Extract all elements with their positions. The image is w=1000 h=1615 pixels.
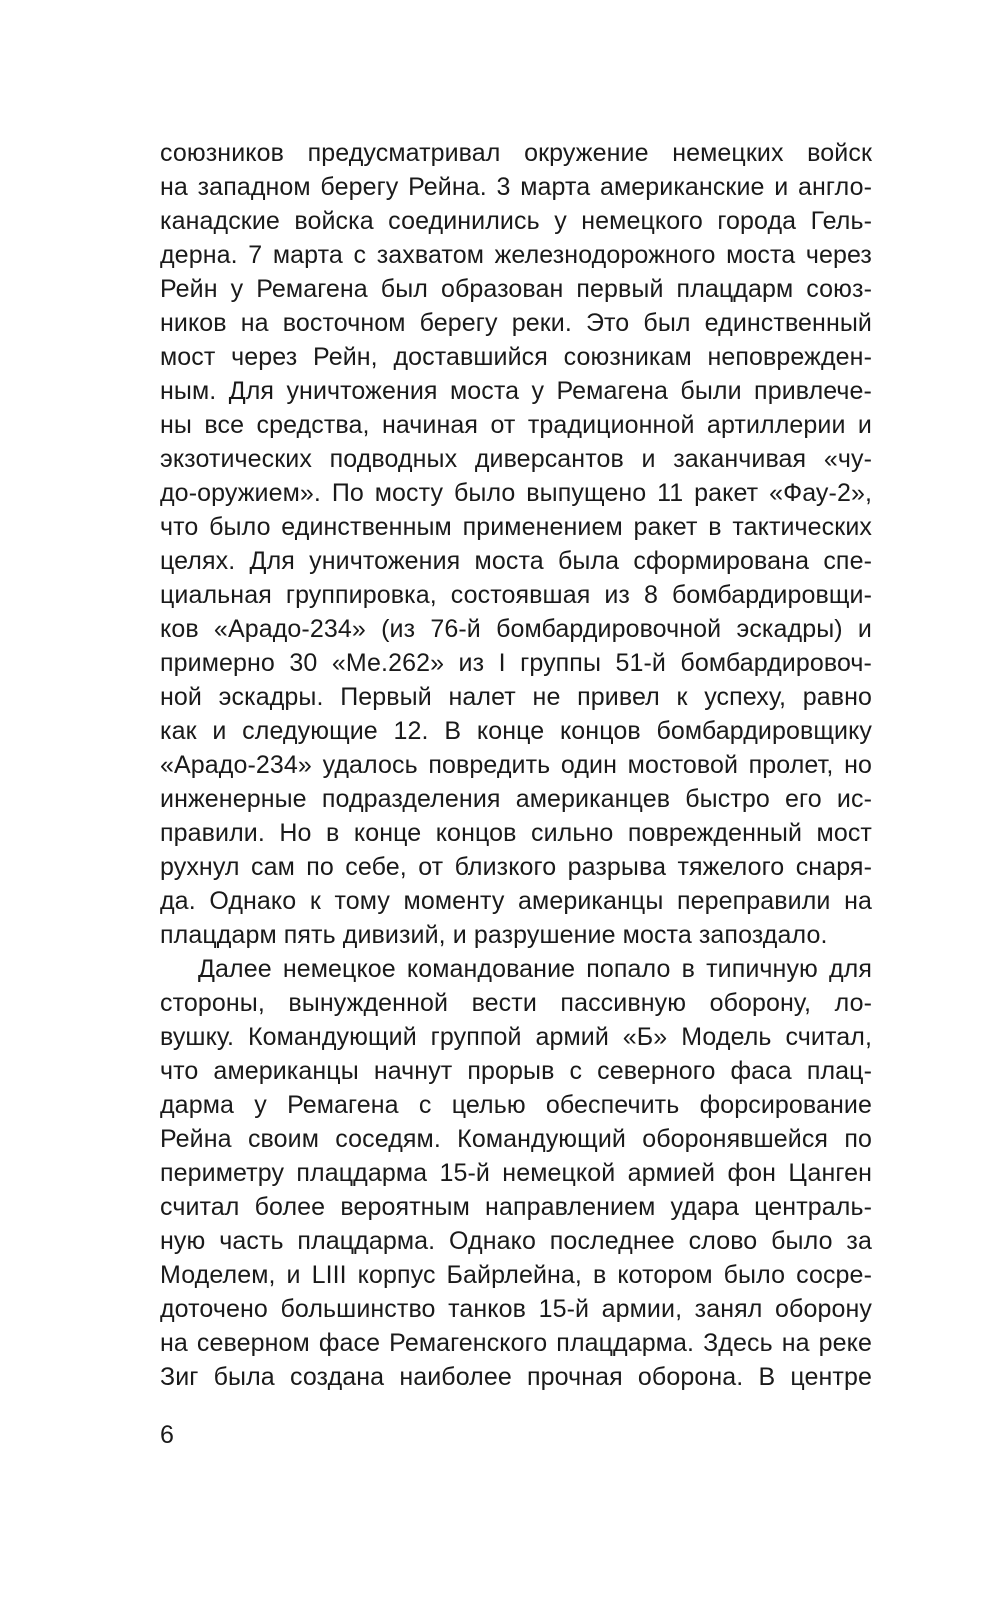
text-line: ной эскадры. Первый налет не привел к успеху, равно [160, 683, 872, 711]
text-line: стороны, вынужденной вести пассивную оборону, ло- [160, 989, 872, 1017]
text-line: рухнул сам по себе, от близкого разрыва тяжелого снаря- [160, 853, 872, 881]
text-line: мост через Рейн, доставшийся союзникам неповрежден- [160, 343, 872, 371]
body-text [160, 136, 872, 1394]
text-line: Далее немецкое командование попало в типичную для [198, 955, 872, 983]
text-line: что было единственным применением ракет в тактических [160, 513, 872, 541]
paragraph [160, 952, 872, 1394]
text-line: ную часть плацдарма. Однако последнее слово было за [160, 1227, 872, 1255]
text-line: доточено большинство танков 15-й армии, занял оборону [160, 1295, 872, 1323]
text-line: Зиг была создана наиболее прочная оборона. В центре [160, 1363, 872, 1391]
text-line: до-оружием». По мосту было выпущено 11 ракет «Фау-2», [160, 479, 872, 507]
text-line: на северном фасе Ремагенского плацдарма. Здесь на реке [160, 1329, 872, 1357]
text-line: Рейна своим соседям. Командующий оборонявшейся по [160, 1125, 872, 1153]
text-line: союзников предусматривал окружение немецких войск [160, 139, 872, 167]
text-line: ны все средства, начиная от традиционной артиллерии и [160, 411, 872, 439]
text-line: «Арадо-234» удалось повредить один мостовой пролет, но [160, 751, 872, 779]
text-line: вушку. Командующий группой армий «Б» Модель считал, [160, 1023, 872, 1051]
text-line: ников на восточном берегу реки. Это был единственный [160, 309, 872, 337]
text-line: дерна. 7 марта с захватом железнодорожного моста через [160, 241, 872, 269]
text-line: да. Однако к тому моменту американцы переправили на [160, 887, 872, 915]
text-line: ков «Арадо-234» (из 76-й бомбардировочной эскадры) и [160, 615, 872, 643]
text-line: ным. Для уничтожения моста у Ремагена были привлече- [160, 377, 872, 405]
text-line: Моделем, и LIII корпус Байрлейна, в котором было сосре- [160, 1261, 872, 1289]
text-line: инженерные подразделения американцев быстро его ис- [160, 785, 872, 813]
text-line: дарма у Ремагена с целью обеспечить форсирование [160, 1091, 872, 1119]
text-line: правили. Но в конце концов сильно поврежденный мост [160, 819, 872, 847]
page-number: 6 [160, 1421, 174, 1449]
text-line: примерно 30 «Ме.262» из I группы 51-й бомбардировоч- [160, 649, 872, 677]
text-line: Рейн у Ремагена был образован первый плацдарм союз- [160, 275, 872, 303]
text-line: циальная группировка, состоявшая из 8 бомбардировщи- [160, 581, 872, 609]
text-line: целях. Для уничтожения моста была сформирована спе- [160, 547, 872, 575]
paragraph [160, 136, 872, 952]
text-line: как и следующие 12. В конце концов бомбардировщику [160, 717, 872, 745]
text-line: периметру плацдарма 15-й немецкой армией фон Цанген [160, 1159, 872, 1187]
text-line: что американцы начнут прорыв с северного фаса плац- [160, 1057, 872, 1085]
text-line: считал более вероятным направлением удара централь- [160, 1193, 872, 1221]
text-line: на западном берегу Рейна. 3 марта американские и англо- [160, 173, 872, 201]
text-line: канадские войска соединились у немецкого города Гель- [160, 207, 872, 235]
text-line: плацдарм пять дивизий, и разрушение моста запоздало. [160, 921, 828, 949]
text-line: экзотических подводных диверсантов и заканчивая «чу- [160, 445, 872, 473]
